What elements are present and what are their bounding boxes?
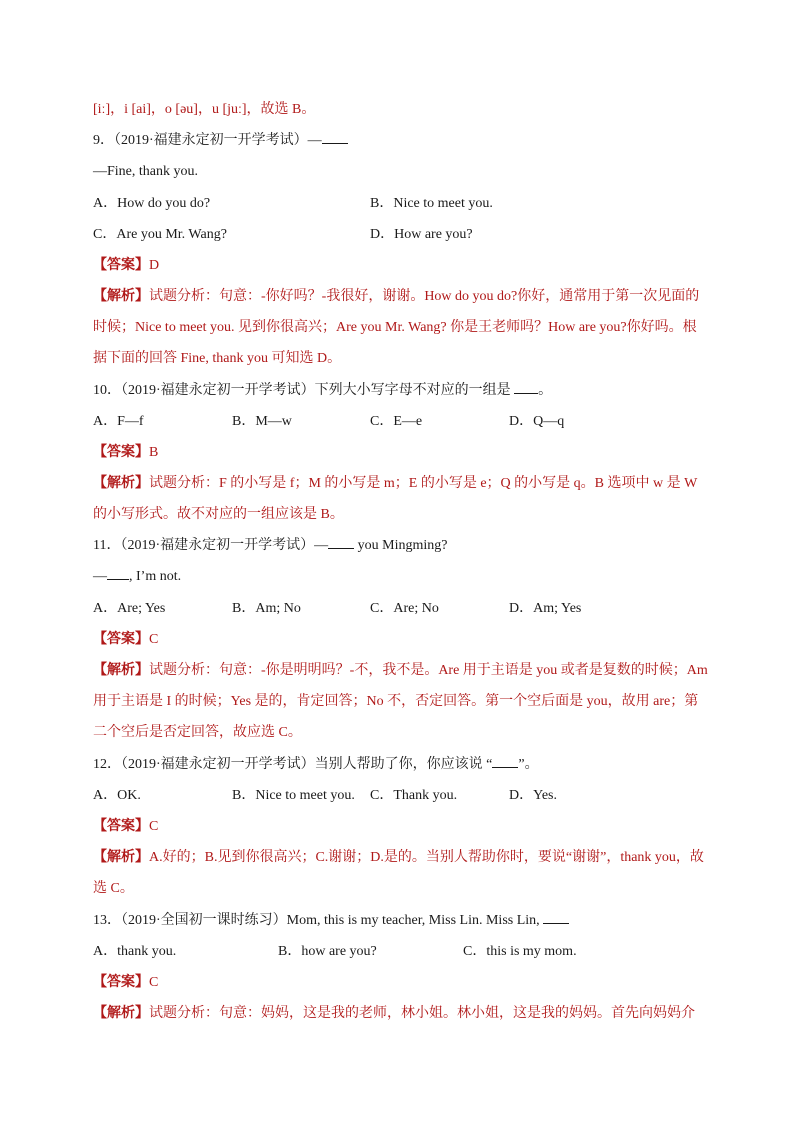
- option-d: D．How are you?: [370, 227, 473, 242]
- q12-explanation-line-1: 【解析】A.好的；B.见到你很高兴；C.谢谢；D.是的。当别人帮助你时，要说“谢谢”，thank you，故: [93, 850, 704, 865]
- option-c: C．E—e: [370, 414, 423, 429]
- q12-options: [93, 786, 705, 806]
- q9-explanation-line-3: 据下面的回答 Fine, thank you 可知选 D。: [93, 351, 342, 366]
- option-c: C．Are you Mr. Wang?: [93, 227, 227, 242]
- option-a: A．Are; Yes: [93, 601, 166, 616]
- analysis-label: 【解析】: [93, 476, 149, 491]
- question-11: 11．（2019·福建永定初一开学考试）— you Mingming?: [93, 538, 448, 553]
- answer-value: C: [149, 975, 159, 990]
- option-b: B．Am; No: [232, 601, 301, 616]
- answer-value: C: [149, 819, 159, 834]
- q11-explanation-line-2: 用于主语是 I 的时候；Yes 是的，肯定回答；No 不，否定回答。第一个空后面是 you，故用 are；第: [93, 694, 699, 709]
- answer-blank: [543, 911, 569, 924]
- option-b: B．Nice to meet you.: [370, 196, 493, 211]
- option-d: D．Q—q: [509, 414, 565, 429]
- q12-explanation-line-2: 选 C。: [93, 881, 134, 896]
- q10-stem: 10．（2019·福建永定初一开学考试）下列大小写字母不对应的一组是: [93, 383, 511, 398]
- q10-options: [93, 412, 705, 432]
- analysis-label: 【解析】: [93, 289, 149, 304]
- option-c: C．this is my mom.: [463, 944, 577, 959]
- q11-answer: [93, 630, 158, 650]
- answer-blank: [514, 381, 538, 394]
- q10-answer: [93, 443, 158, 463]
- q10-explanation-line-1: 【解析】试题分析：F 的小写是 f；M 的小写是 m；E 的小写是 e；Q 的小写是 q。B 选项中 w 是 W: [93, 476, 698, 491]
- option-c: C．Are; No: [370, 601, 439, 616]
- q13-explanation-line-1: 【解析】试题分析：句意：妈妈，这是我的老师，林小姐。林小姐，这是我的妈妈。首先向妈妈介: [93, 1006, 695, 1021]
- question-10: 10．（2019·福建永定初一开学考试）下列大小写字母不对应的一组是 。: [93, 383, 553, 398]
- q11-response: — , I’m not.: [93, 569, 182, 584]
- option-a: A．OK.: [93, 788, 141, 803]
- option-a: A．thank you.: [93, 944, 177, 959]
- option-d: D．Am; Yes: [509, 601, 582, 616]
- option-b: B．Nice to meet you.: [232, 788, 355, 803]
- answer-label: 【答案】: [93, 445, 149, 460]
- option-a: A．F—f: [93, 414, 144, 429]
- q9-response: —Fine, thank you.: [93, 164, 198, 179]
- analysis-label: 【解析】: [93, 1006, 149, 1021]
- q10-explanation-line-2: 的小写形式。故不对应的一组应该是 B。: [93, 507, 344, 522]
- q9-options-2: [93, 225, 705, 245]
- q9-explanation-line-2: 时候；Nice to meet you. 见到你很高兴；Are you Mr. Wang? 你是王老师吗？How are you?你好吗。根: [93, 320, 697, 335]
- answer-value: B: [149, 445, 159, 460]
- q11-explanation-line-3: 二个空后是否定回答，故应选 C。: [93, 725, 302, 740]
- analysis-label: 【解析】: [93, 850, 149, 865]
- question-13: [93, 911, 569, 931]
- q13-answer: [93, 973, 158, 993]
- answer-blank: [322, 131, 348, 144]
- q13-stem: 13．（2019·全国初一课时练习）Mom, this is my teacher, Miss Lin. Miss Lin,: [93, 913, 544, 928]
- option-a: A．How do you do?: [93, 196, 211, 211]
- answer-blank: [492, 755, 518, 768]
- answer-blank: [107, 567, 129, 580]
- answer-label: 【答案】: [93, 819, 149, 834]
- answer-value: D: [149, 258, 160, 273]
- answer-value: C: [149, 632, 159, 647]
- answer-label: 【答案】: [93, 975, 149, 990]
- answer-label: 【答案】: [93, 258, 149, 273]
- q13-options: [93, 942, 705, 962]
- question-12: 12．（2019·福建永定初一开学考试）当别人帮助了你，你应该说 “ ”。: [93, 757, 539, 772]
- answer-blank: [328, 536, 354, 549]
- q12-answer: [93, 817, 158, 837]
- analysis-label: 【解析】: [93, 663, 149, 678]
- option-b: B．M—w: [232, 414, 292, 429]
- q9-answer: [93, 256, 159, 276]
- q9-explanation-line-1: 【解析】试题分析：句意：-你好吗？-我很好，谢谢。How do you do?你好，通常用于第一次见面的: [93, 289, 700, 304]
- q11-options: [93, 599, 705, 619]
- option-c: C．Thank you.: [370, 788, 458, 803]
- q9-options: [93, 194, 705, 214]
- option-d: D．Yes.: [509, 788, 557, 803]
- option-b: B．how are you?: [278, 944, 377, 959]
- question-9: [93, 131, 348, 151]
- q9-stem: 9．（2019·福建永定初一开学考试）—: [93, 133, 322, 148]
- q11-explanation-line-1: 【解析】试题分析：句意：-你是明明吗？-不，我不是。Are 用于主语是 you 或者是复数的时候；Am: [93, 663, 708, 678]
- q8-explanation-tail: [iː]，i [ai]，o [əu]，u [juː]，故选 B。: [93, 102, 316, 117]
- answer-label: 【答案】: [93, 632, 149, 647]
